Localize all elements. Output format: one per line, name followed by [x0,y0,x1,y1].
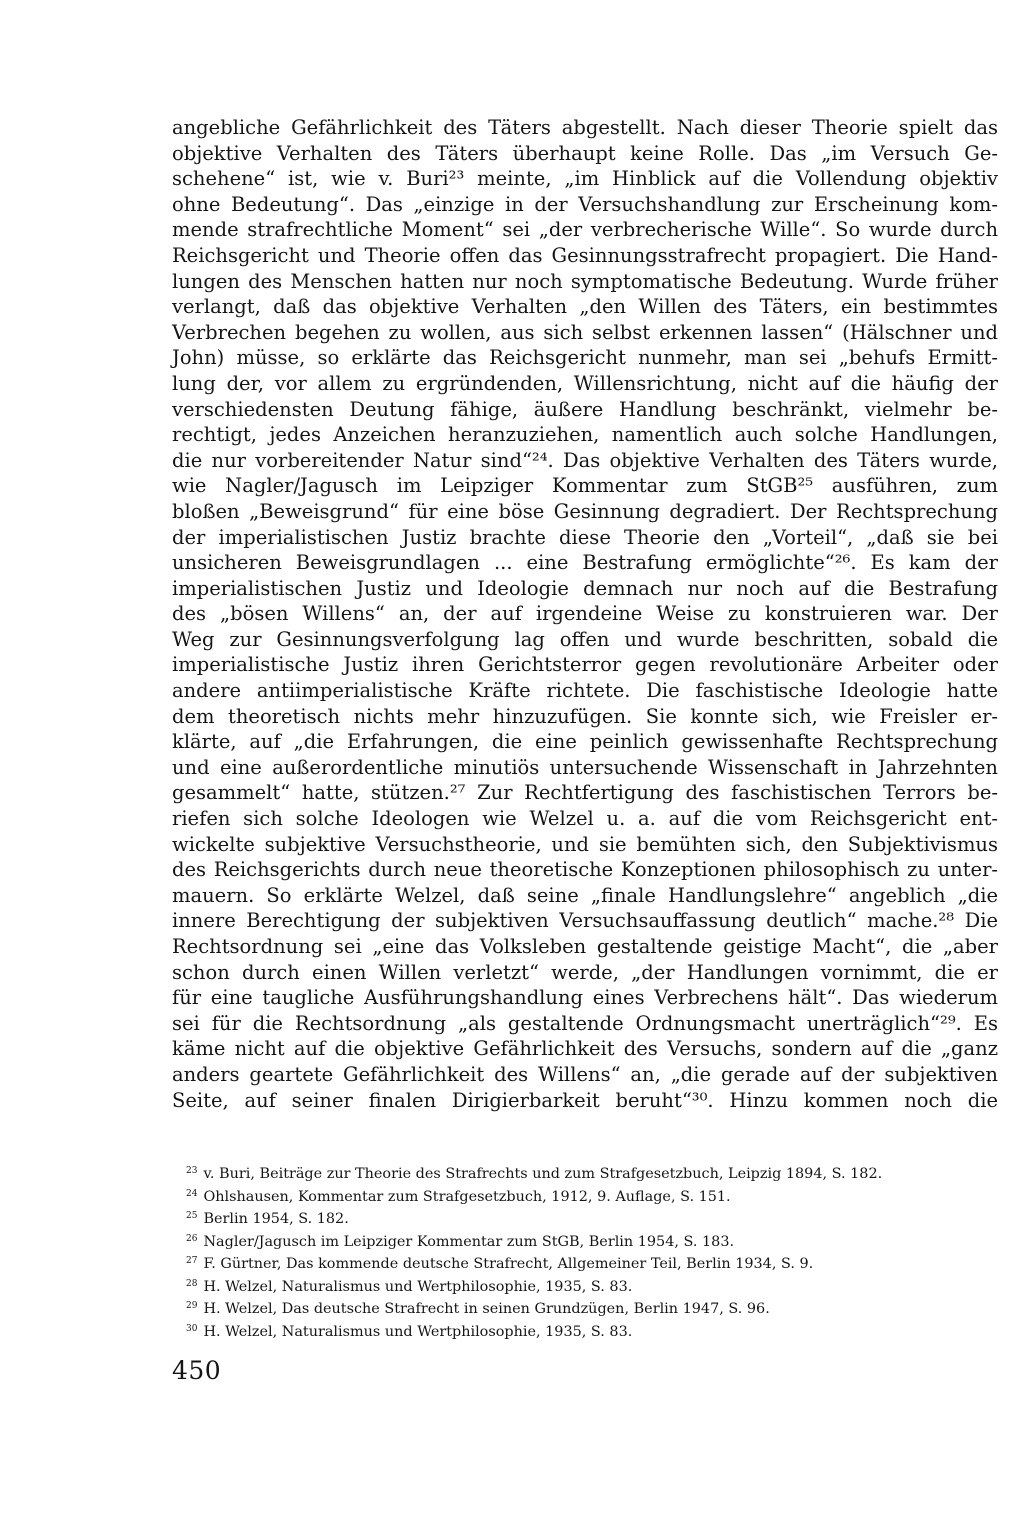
body-text [172,115,998,1113]
footnote [186,1228,1016,1251]
footnote [186,1183,1016,1206]
text-line: innere Berechtigung der subjektiven Versuchsauffassung deutlich“ mache.²⁸ Die [172,909,998,933]
footnote-number: 25 [186,1211,198,1221]
text-line: mauern. So erklärte Welzel, daß seine „finale Handlungslehre“ angeblich „die [172,883,998,907]
text-line: unsicheren Beweisgrundlagen ... eine Bestrafung ermöglichte“²⁶. Es kam der [172,551,998,575]
footnote-text: H. Welzel, Naturalismus und Wertphilosophie, 1935, S. 83. [203,1323,633,1340]
text-line: wie Nagler/Jagusch im Leipziger Kommentar zum StGB²⁵ ausführen, zum [172,474,998,498]
footnote-number: 29 [186,1301,198,1311]
footnote-text: Nagler/Jagusch im Leipziger Kommentar zum StGB, Berlin 1954, S. 183. [203,1233,735,1250]
text-line: verlangt, daß das objektive Verhalten „den Willen des Täters, ein bestimmtes [172,295,998,319]
text-line: und eine außerordentliche minutiös untersuchende Wissenschaft in Jahrzehnten [172,755,998,779]
text-line: andere antiimperialistische Kräfte richtete. Die faschistische Ideologie hatte [172,679,998,703]
footnote-number: 30 [186,1323,198,1334]
footnote-text: Berlin 1954, S. 182. [203,1211,349,1227]
text-line: gesammelt“ hatte, stützen.²⁷ Zur Rechtfertigung des faschistischen Terrors be- [172,781,998,805]
text-line: angebliche Gefährlichkeit des Täters abgestellt. Nach dieser Theorie spielt das [172,116,998,139]
footnote-text: Ohlshausen, Kommentar zum Strafgesetzbuch, 1912, 9. Auflage, S. 151. [203,1188,731,1205]
text-line: die nur vorbereitender Natur sind“²⁴. Das objektive Verhalten des Täters wurde, [172,448,998,472]
footnote-number: 28 [186,1278,198,1289]
text-line: Reichsgericht und Theorie offen das Gesinnungsstrafrecht propagiert. Die Hand- [172,243,998,267]
text-line: ohne Bedeutung“. Das „einzige in der Versuchshandlung zur Erscheinung kom- [172,192,998,216]
text-line: imperialistischen Justiz und Ideologie demnach nur noch auf die Bestrafung [172,576,998,600]
text-line: klärte, auf „die Erfahrungen, die eine peinlich gewissenhafte Rechtsprechung [172,730,998,754]
footnotes [186,1160,1016,1340]
text-line: mende strafrechtliche Moment“ sei „der verbrecherische Wille“. So wurde durch [172,218,998,242]
text-line: bloßen „Beweisgrund“ für eine böse Gesinnung degradiert. Der Rechtsprechung [172,499,998,523]
text-line: verschiedensten Deutung fähige, äußere Handlung beschränkt, vielmehr be- [172,397,998,421]
text-line: Seite, auf seiner finalen Dirigierbarkeit beruht“³⁰. Hinzu kommen noch die [172,1088,998,1112]
footnote-text: H. Welzel, Naturalismus und Wertphilosophie, 1935, S. 83. [203,1278,633,1295]
footnote-number: 24 [186,1188,198,1199]
text-line: Verbrechen begehen zu wollen, aus sich selbst erkennen lassen“ (Hälschner und [172,320,998,344]
page-number: 450 [172,1356,222,1385]
text-line: schehene“ ist, wie v. Buri²³ meinte, „im Hinblick auf die Vollendung objektiv [172,167,998,191]
text-line: imperialistische Justiz ihren Gerichtsterror gegen revolutionäre Arbeiter oder [172,653,998,677]
text-line: sei für die Rechtsordnung „als gestaltende Ordnungsmacht unerträglich“²⁹. Es [172,1011,998,1035]
footnote-text: v. Buri, Beiträge zur Theorie des Strafrechts und zum Strafgesetzbuch, Leipzig 1894, S. 182. [203,1166,883,1182]
text-line: wickelte subjektive Versuchstheorie, und sie bemühten sich, den Subjektivismus [172,832,998,856]
footnote [186,1295,1016,1318]
footnote [186,1250,1016,1273]
footnote-text: F. Gürtner, Das kommende deutsche Strafrecht, Allgemeiner Teil, Berlin 1934, S. 9. [203,1256,814,1272]
footnote-number: 26 [186,1233,198,1244]
text-line: anders geartete Gefährlichkeit des Willens“ an, „die gerade auf der subjektiven [172,1062,998,1086]
text-line: der imperialistischen Justiz brachte diese Theorie den „Vorteil“, „daß sie bei [172,525,998,549]
text-line: des Reichsgerichts durch neue theoretische Konzeptionen philosophisch zu unter- [172,858,998,882]
text-line: des „bösen Willens“ an, der auf irgendeine Weise zu konstruieren war. Der [172,602,998,626]
footnote [186,1205,1016,1228]
text-line: John) müsse, so erklärte das Reichsgericht nunmehr, man sei „behufs Ermitt- [172,346,998,370]
text-line: Rechtsordnung sei „eine das Volksleben gestaltende geistige Macht“, die „aber [172,935,998,958]
text-line: Weg zur Gesinnungsverfolgung lag offen und wurde beschritten, sobald die [172,627,998,651]
text-line: dem theoretisch nichts mehr hinzuzufügen. Sie konnte sich, wie Freisler er- [172,704,998,728]
text-line: objektive Verhalten des Täters überhaupt keine Rolle. Das „im Versuch Ge- [172,141,998,165]
footnote [186,1160,1016,1183]
text-line: riefen sich solche Ideologen wie Welzel u. a. auf die vom Reichsgericht ent- [172,807,998,831]
text-line: käme nicht auf die objektive Gefährlichkeit des Versuchs, sondern auf die „ganz [172,1037,998,1061]
footnote [186,1318,1016,1341]
text-line: lungen des Menschen hatten nur noch symptomatische Bedeutung. Wurde früher [172,269,998,293]
text-line: für eine taugliche Ausführungshandlung eines Verbrechens hält“. Das wiederum [172,986,998,1010]
footnote-number: 27 [186,1256,198,1266]
text-line: rechtigt, jedes Anzeichen heranzuziehen, namentlich auch solche Handlungen, [172,423,998,447]
footnote-text: H. Welzel, Das deutsche Strafrecht in seinen Grundzügen, Berlin 1947, S. 96. [203,1301,770,1317]
footnote-number: 23 [186,1166,198,1176]
text-line: lung der, vor allem zu ergründenden, Willensrichtung, nicht auf die häufig der [172,371,998,395]
text-line: schon durch einen Willen verletzt“ werde, „der Handlungen vornimmt, die er [172,960,998,984]
footnote [186,1273,1016,1296]
